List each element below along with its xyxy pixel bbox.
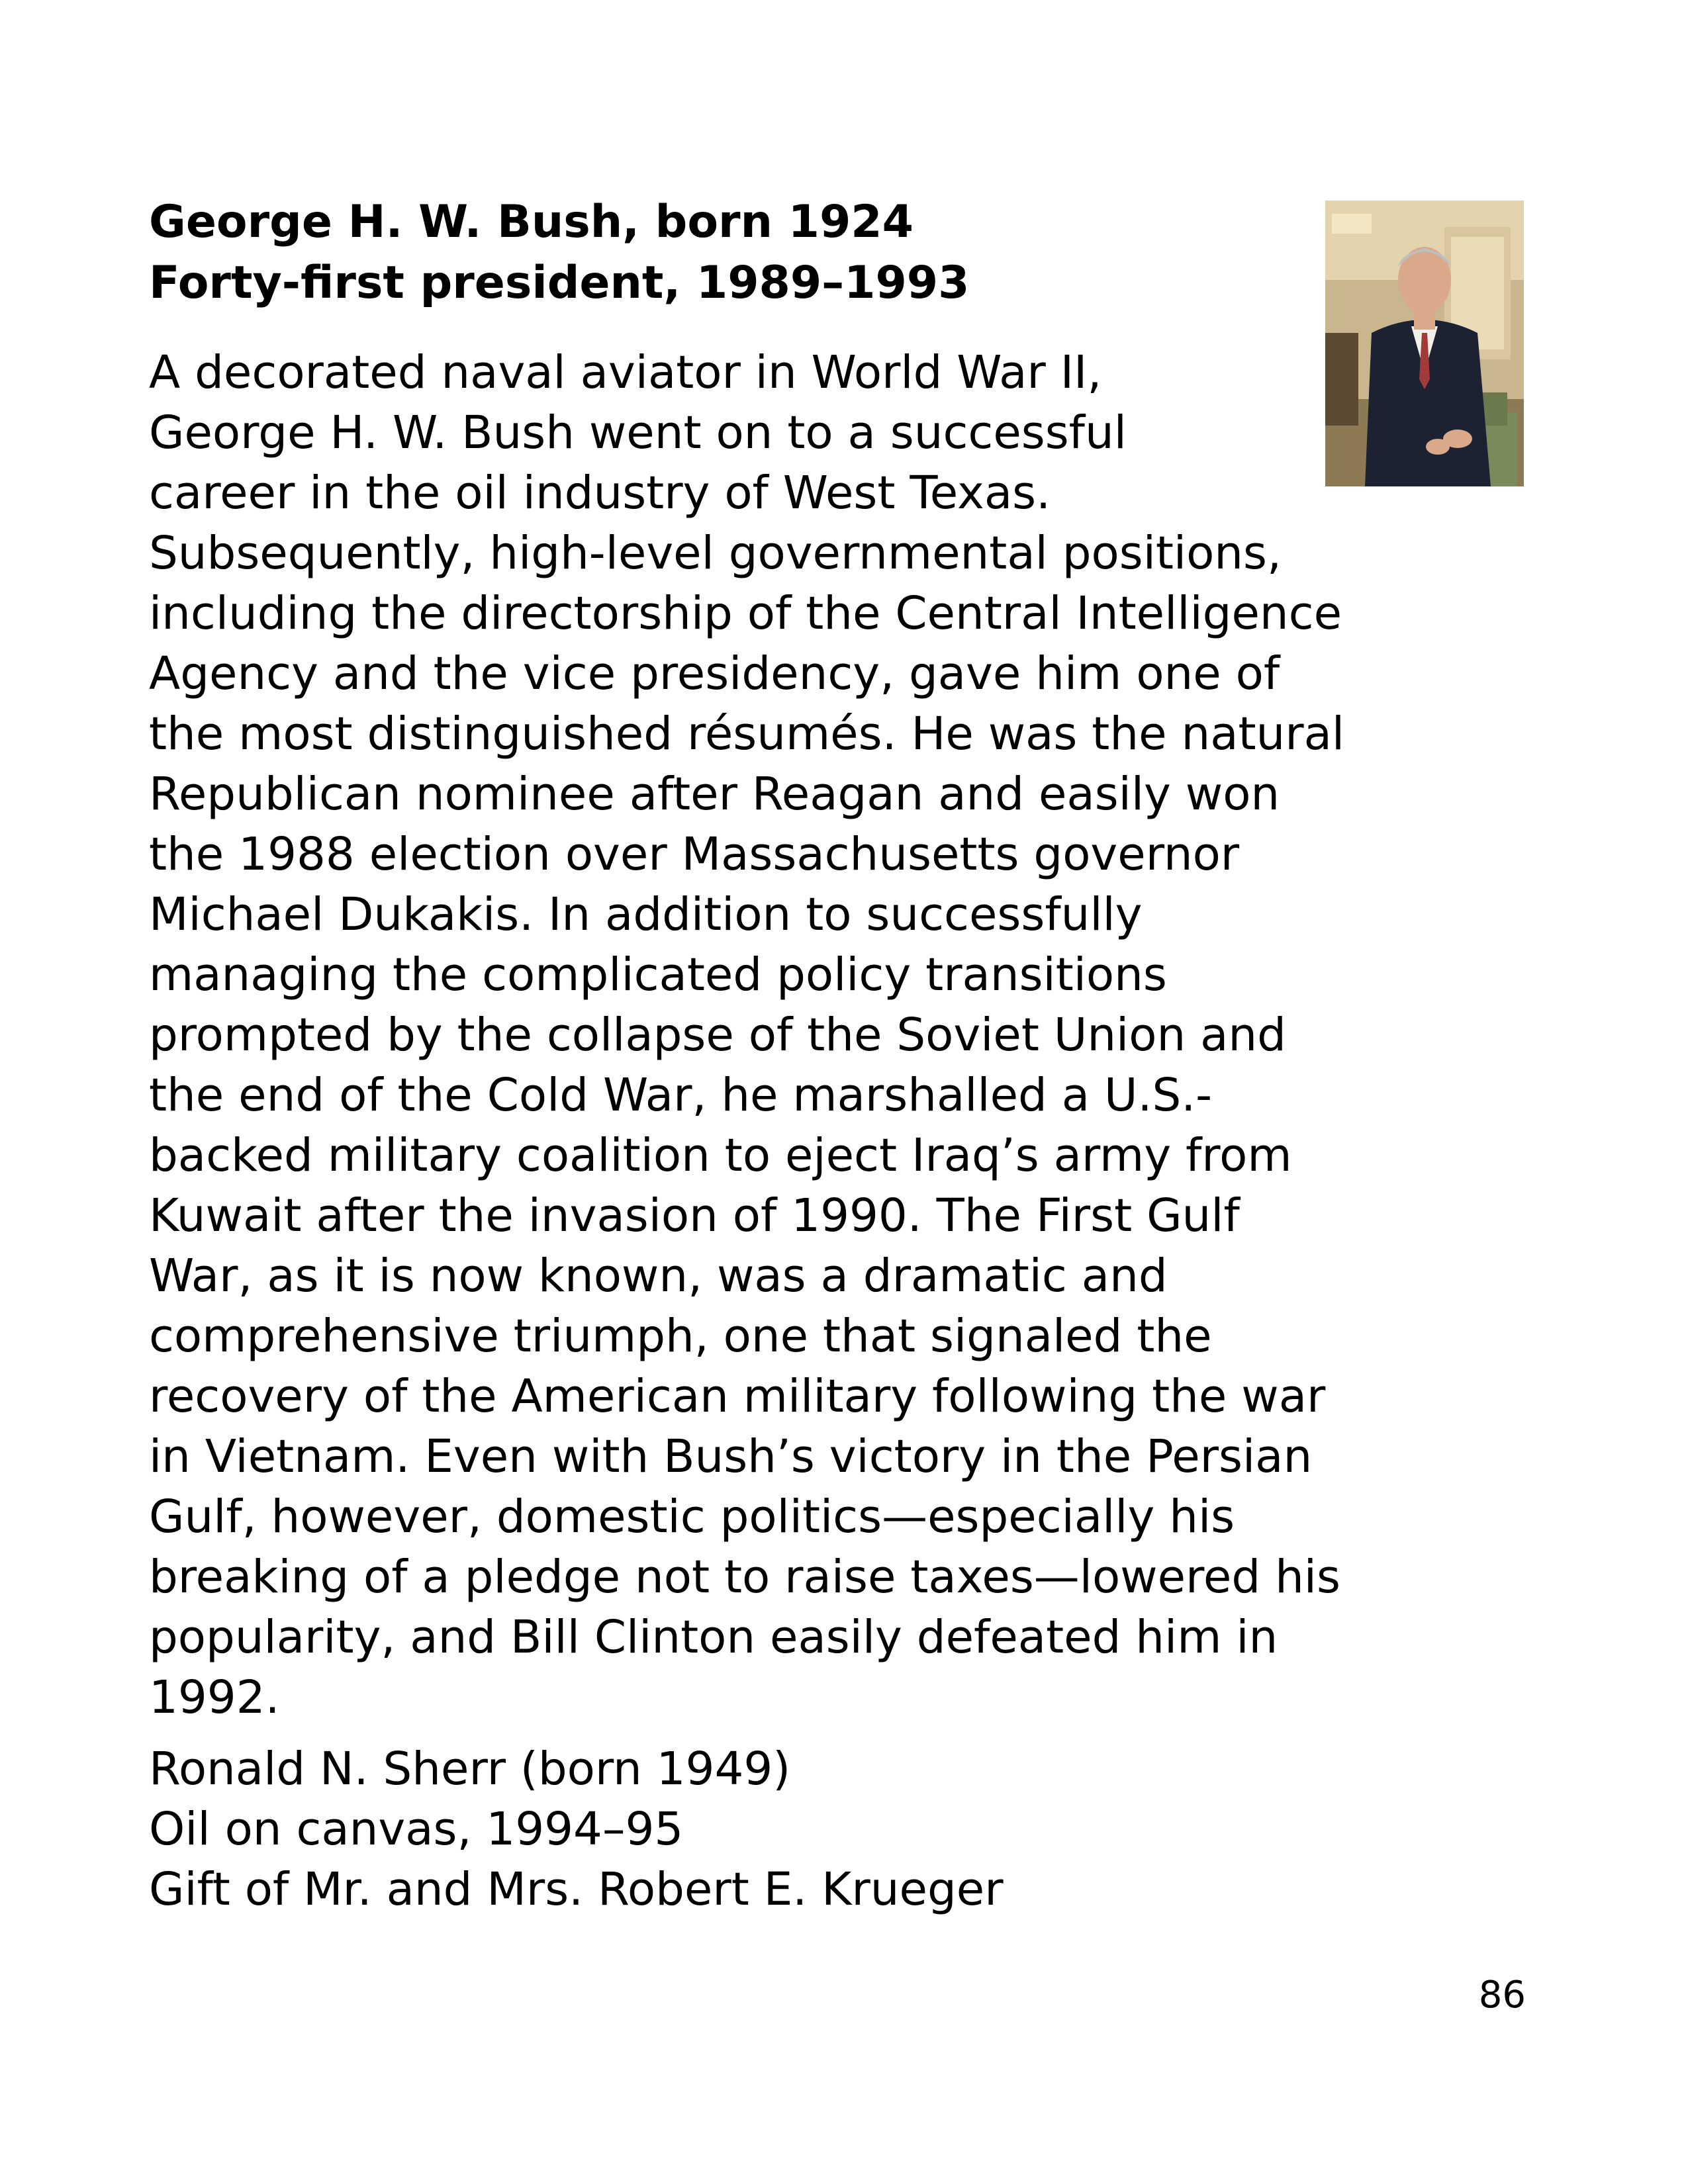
biography-line: including the directorship of the Central Intelligence bbox=[149, 587, 1342, 640]
biography-line: comprehensive triumph, one that signaled the bbox=[149, 1310, 1212, 1363]
portrait-image bbox=[1325, 201, 1524, 486]
biography-line: Subsequently, high-level governmental positions, bbox=[149, 527, 1282, 580]
biography-line: Gulf, however, domestic politics—especially his bbox=[149, 1490, 1235, 1543]
credit-medium: Oil on canvas, 1994–95 bbox=[149, 1803, 684, 1856]
page-title bbox=[149, 192, 1274, 314]
biography-line: Agency and the vice presidency, gave him one of bbox=[149, 647, 1280, 700]
biography-line: the most distinguished résumés. He was the natural bbox=[149, 707, 1345, 760]
biography-line: Kuwait after the invasion of 1990. The First Gulf bbox=[149, 1189, 1240, 1242]
title-line-office: Forty-first president, 1989–1993 bbox=[149, 257, 970, 309]
artwork-credits bbox=[149, 1739, 1004, 1920]
biography-line: A decorated naval aviator in World War II, bbox=[149, 346, 1102, 399]
biography-line: 1992. bbox=[149, 1671, 280, 1724]
biography-line: George H. W. Bush went on to a successful bbox=[149, 406, 1127, 459]
biography-line: career in the oil industry of West Texas. bbox=[149, 467, 1051, 520]
biography-line: the end of the Cold War, he marshalled a U.S.- bbox=[149, 1069, 1213, 1122]
biography-line: backed military coalition to eject Iraq’s army from bbox=[149, 1129, 1292, 1182]
biography-text bbox=[149, 343, 1344, 1728]
biography-line: recovery of the American military following the war bbox=[149, 1370, 1326, 1423]
page-number: 86 bbox=[1478, 1974, 1526, 2017]
biography-line: Republican nominee after Reagan and easily won bbox=[149, 768, 1280, 821]
credit-gift: Gift of Mr. and Mrs. Robert E. Krueger bbox=[149, 1863, 1004, 1916]
biography-line: in Vietnam. Even with Bush’s victory in the Persian bbox=[149, 1430, 1313, 1483]
biography-line: popularity, and Bill Clinton easily defeated him in bbox=[149, 1611, 1278, 1664]
portrait-painting-icon bbox=[1325, 201, 1524, 486]
biography-line: breaking of a pledge not to raise taxes—lowered his bbox=[149, 1551, 1340, 1604]
biography-line: Michael Dukakis. In addition to successfully bbox=[149, 888, 1143, 941]
biography-line: prompted by the collapse of the Soviet Union and bbox=[149, 1009, 1286, 1062]
biography-line: managing the complicated policy transitions bbox=[149, 948, 1167, 1001]
title-line-name: George H. W. Bush, born 1924 bbox=[149, 196, 914, 248]
credit-artist: Ronald N. Sherr (born 1949) bbox=[149, 1743, 791, 1796]
biography-line: the 1988 election over Massachusetts governor bbox=[149, 828, 1240, 881]
biography-line: War, as it is now known, was a dramatic and bbox=[149, 1250, 1168, 1302]
